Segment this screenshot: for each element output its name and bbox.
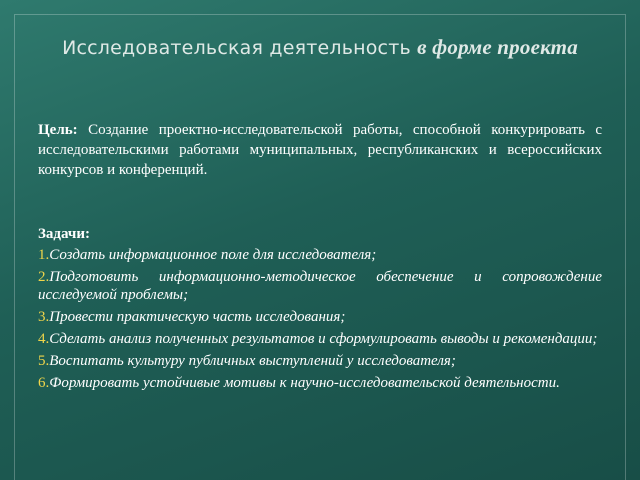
task-number: 2.	[38, 269, 50, 285]
task-text: Создать информационное поле для исследователя;	[49, 247, 377, 263]
task-item	[38, 246, 602, 264]
task-text: Сделать анализ полученных результатов и сформулировать выводы и рекомендации;	[49, 331, 598, 347]
tasks-list	[38, 246, 602, 396]
task-item	[38, 374, 602, 392]
task-text: Подготовить информационно-методическое обеспечение и сопровождение исследуемой проблемы;	[38, 269, 602, 303]
task-text: Провести практическую часть исследования;	[49, 309, 346, 325]
task-number: 5.	[38, 353, 50, 369]
title-emphasis: в форме проекта	[417, 35, 578, 59]
goal-paragraph	[38, 120, 602, 180]
slide-title	[30, 36, 610, 60]
task-item	[38, 352, 602, 370]
task-number: 6.	[38, 375, 50, 391]
title-main: Исследовательская деятельность	[62, 37, 411, 59]
goal-label: Цель:	[38, 122, 78, 138]
task-number: 1.	[38, 247, 50, 263]
task-text: Воспитать культуру публичных выступлений у исследователя;	[49, 353, 456, 369]
goal-text: Создание проектно-исследовательской работы, способной конкурировать с исследовательскими работами муниципальных, республиканских и всероссийских конкурсов и конференций.	[38, 122, 603, 178]
task-item	[38, 330, 602, 348]
task-item	[38, 308, 602, 326]
task-text: Формировать устойчивые мотивы к научно-исследовательской деятельности.	[49, 375, 560, 391]
task-number: 3.	[38, 309, 50, 325]
tasks-heading: Задачи:	[38, 226, 91, 242]
task-item	[38, 268, 602, 304]
task-number: 4.	[38, 331, 50, 347]
